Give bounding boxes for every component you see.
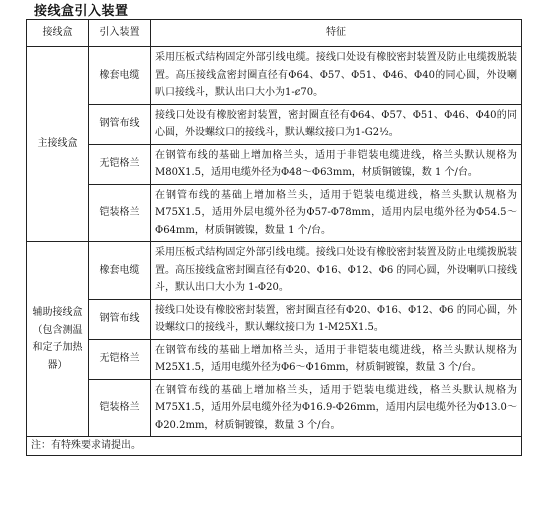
table-row <box>27 104 522 144</box>
device-cell: 无铠格兰 <box>89 339 151 379</box>
box-main: 主接线盒 <box>27 47 89 242</box>
feature-cell: 在钢管布线的基础上增加格兰头，适用于铠装电缆进线，格兰头默认规格为 M75X1.5，适用外层电缆外径为Φ57-Φ78mm，适用内层电缆外径为Φ54.5～Φ64mm，材质铜镀镍，数量 1 个/台。 <box>151 184 522 242</box>
document-title: 接线盒引入装置 <box>34 4 129 19</box>
cable-entry-table <box>26 19 522 456</box>
table-row <box>27 184 522 242</box>
device-cell: 铠装格兰 <box>89 379 151 437</box>
header-row <box>27 20 522 47</box>
device-cell: 橡套电缆 <box>89 242 151 300</box>
table-row <box>27 47 522 105</box>
header-box: 接线盒 <box>27 20 89 47</box>
feature-cell: 采用压板式结构固定外部引线电缆。接线口处设有橡胶密封装置及防止电缆拨脱装置。高压接线盒密封圈直径有Φ20、Φ16、Φ12、Φ6 的同心圆，外设喇叭口接线斗，默认出口大小为 1-Φ20。 <box>151 242 522 300</box>
table-row <box>27 299 522 339</box>
feature-cell: 采用压板式结构固定外部引线电缆。接线口处设有橡胶密封装置及防止电缆拨脱装置。高压接线盒密封圈直径有Φ64、Φ57、Φ51、Φ46、Φ40的同心圆，外设喇叭口接线斗，默认出口大小为1-ȼ70。 <box>151 47 522 105</box>
device-cell: 钢管布线 <box>89 104 151 144</box>
note-row <box>27 437 522 456</box>
device-cell: 橡套电缆 <box>89 47 151 105</box>
feature-cell: 在钢管布线的基础上增加格兰头，适用于非铠装电缆进线，格兰头默认规格为 M80X1.5，适用电缆外径为Φ48～Φ63mm，材质铜镀镍，数 1 个/台。 <box>151 144 522 184</box>
device-cell: 无铠格兰 <box>89 144 151 184</box>
table-row <box>27 144 522 184</box>
table-row <box>27 339 522 379</box>
device-cell: 铠装格兰 <box>89 184 151 242</box>
device-cell: 钢管布线 <box>89 299 151 339</box>
feature-cell: 在钢管布线的基础上增加格兰头，适用于非铠装电缆进线，格兰头默认规格为 M25X1.5，适用电缆外径为Φ6～Φ16mm，材质铜镀镍，数量 3 个/台。 <box>151 339 522 379</box>
header-feature: 特征 <box>151 20 522 47</box>
feature-cell: 在钢管布线的基础上增加格兰头，适用于铠装电缆进线，格兰头默认规格为 M75X1.5，适用外层电缆外径为Φ16.9-Φ26mm，适用内层电缆外径为Φ13.0～Φ20.2mm，材质铜镀镍，数量 3 个/台。 <box>151 379 522 437</box>
table-row <box>27 242 522 300</box>
header-device: 引入装置 <box>89 20 151 47</box>
feature-cell: 接线口处设有橡胶密封装置，密封圈直径有Φ20、Φ16、Φ12、Φ6 的同心圆，外设螺纹口的接线斗，默认螺纹接口为 1-M25X1.5。 <box>151 299 522 339</box>
note-text: 注：有特殊要求请提出。 <box>27 437 522 456</box>
feature-cell: 接线口处设有橡胶密封装置，密封圈直径有Φ64、Φ57、Φ51、Φ46、Φ40的同心圆，外设螺纹口的接线斗，默认螺纹接口为1-G2½。 <box>151 104 522 144</box>
box-auxiliary: 辅助接线盒（包含测温和定子加热器） <box>27 242 89 437</box>
table-row <box>27 379 522 437</box>
